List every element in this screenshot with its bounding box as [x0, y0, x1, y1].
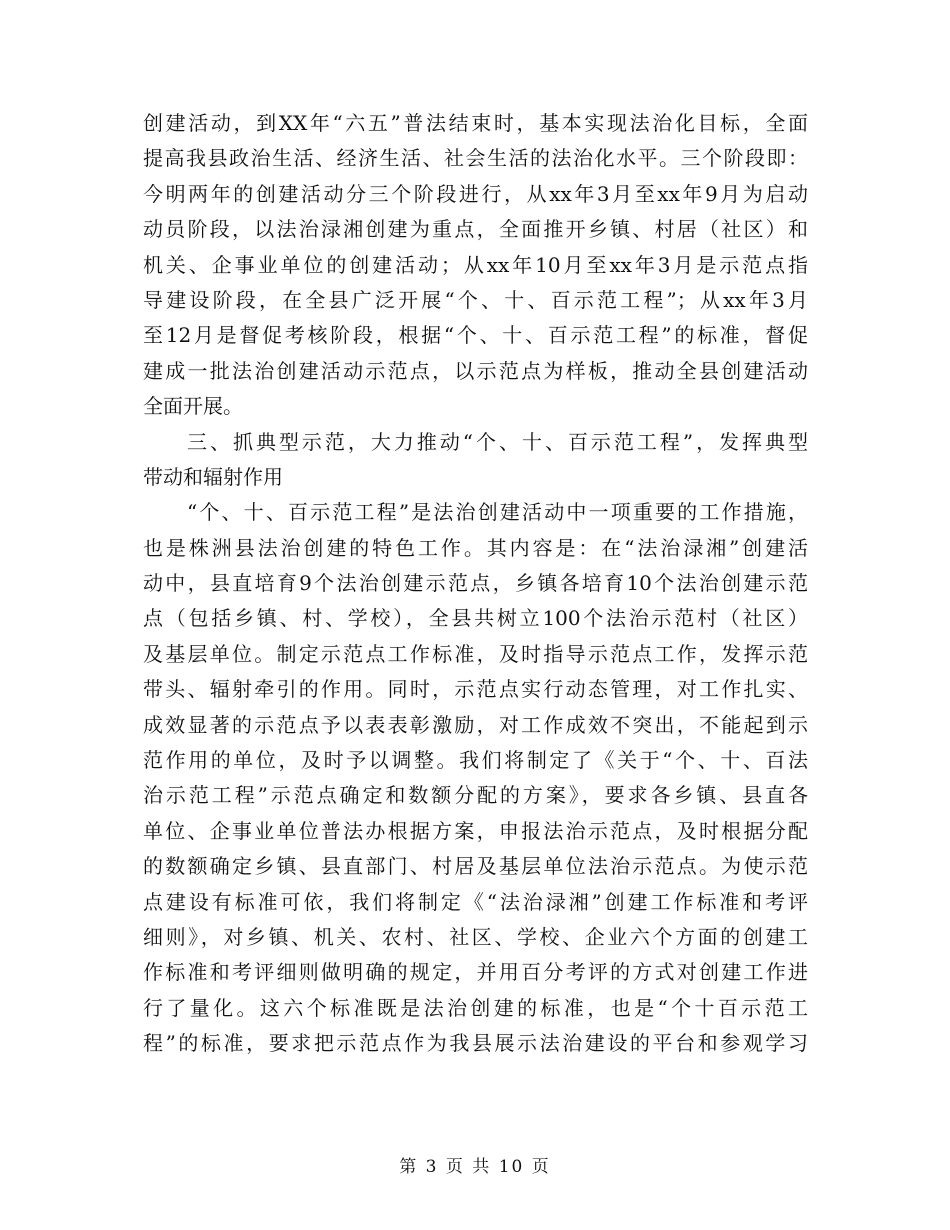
text-line: 机关、企事业单位的创建活动；从xx年10月至xx年3月是示范点指 — [143, 252, 808, 277]
text-line: 点建设有标准可依，我们将制定《“法治渌湘”创建工作标准和考评 — [143, 889, 808, 914]
text-line: 范作用的单位，及时予以调整。我们将制定了《关于“个、十、百法 — [143, 748, 808, 773]
text-line: 细则》，对乡镇、机关、农村、社区、学校、企业六个方面的创建工 — [143, 924, 808, 949]
text-line: 创建活动，到XX年“六五”普法结束时，基本实现法治化目标，全面 — [143, 111, 808, 135]
text-line: 单位、企事业单位普法办根据方案，申报法治示范点，及时根据分配 — [143, 818, 808, 843]
text-line: 成效显著的示范点予以表表彰激励，对工作成效不突出，不能起到示 — [143, 712, 808, 737]
text-line: 导建设阶段，在全县广泛开展“个、十、百示范工程”；从xx年3月 — [143, 287, 808, 312]
text-line: 带头、辐射牵引的作用。同时，示范点实行动态管理，对工作扎实、 — [143, 677, 808, 702]
body-text — [143, 106, 808, 1062]
text-line: 程”的标准，要求把示范点作为我县展示法治建设的平台和参观学习 — [143, 1031, 808, 1056]
text-line: 动员阶段，以法治渌湘创建为重点，全面推开乡镇、村居（社区）和 — [143, 217, 808, 242]
text-line: 提高我县政治生活、经济生活、社会生活的法治化水平。三个阶段即： — [143, 146, 808, 171]
text-line: 行了量化。这六个标准既是法治创建的标准，也是“个十百示范工 — [143, 995, 808, 1020]
text-line: 治示范工程”示范点确定和数额分配的方案》，要求各乡镇、县直各 — [143, 783, 808, 808]
text-line: 的数额确定乡镇、县直部门、村居及基层单位法治示范点。为使示范 — [143, 854, 808, 879]
text-line: 带动和辐射作用 — [143, 464, 283, 489]
text-line: 动中，县直培育9个法治创建示范点，乡镇各培育10个法治创建示范 — [143, 571, 808, 596]
text-line: 作标准和考评细则做明确的规定，并用百分考评的方式对创建工作进 — [143, 960, 808, 985]
text-line: 至12月是督促考核阶段，根据“个、十、百示范工程”的标准，督促 — [143, 323, 808, 348]
text-line: “个、十、百示范工程”是法治创建活动中一项重要的工作措施， — [187, 500, 808, 525]
text-line: 三、抓典型示范，大力推动“个、十、百示范工程”，发挥典型 — [187, 429, 808, 454]
text-line: 全面开展。 — [143, 394, 243, 419]
text-line: 也是株洲县法治创建的特色工作。其内容是：在“法治渌湘”创建活 — [143, 535, 808, 560]
text-line: 今明两年的创建活动分三个阶段进行，从xx年3月至xx年9月为启动 — [143, 181, 808, 206]
page-number-footer: 第 3 页 共 10 页 — [399, 1157, 551, 1177]
text-line: 及基层单位。制定示范点工作标准，及时指导示范点工作，发挥示范 — [143, 641, 808, 666]
text-line: 建成一批法治创建活动示范点，以示范点为样板，推动全县创建活动 — [143, 358, 808, 383]
text-line: 点（包括乡镇、村、学校），全县共树立100个法治示范村（社区） — [143, 606, 808, 631]
